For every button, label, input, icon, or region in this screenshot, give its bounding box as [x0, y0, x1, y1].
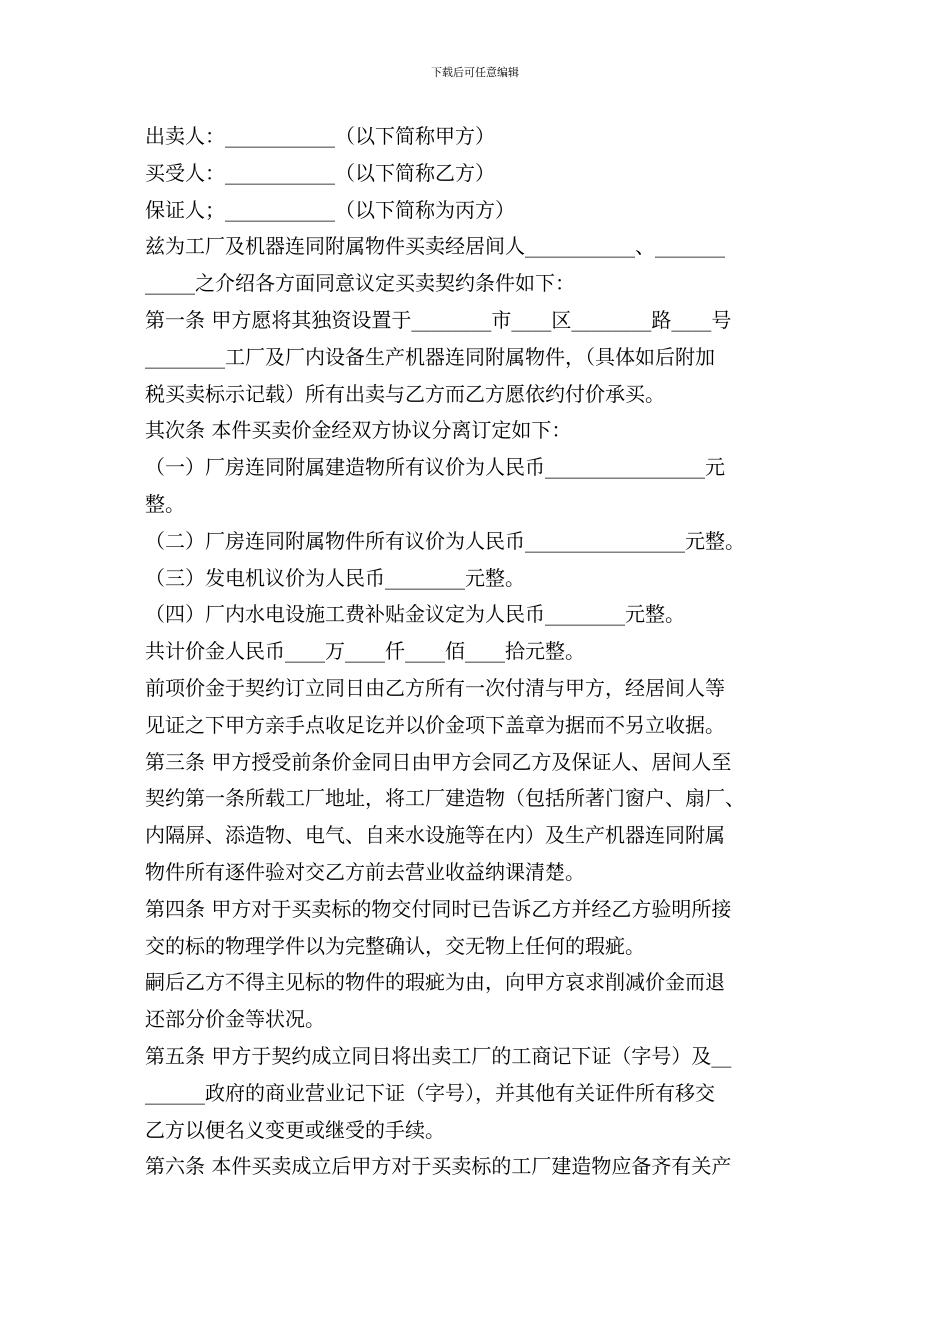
- text-line: 买受人：___________（以下简称乙方）: [145, 160, 495, 185]
- text-line: 嗣后乙方不得主见标的物件的瑕疵为由，向甲方哀求削减价金而退: [145, 970, 725, 995]
- text-line: ______政府的商业营业记下证（字号），并其他有关证件所有移交: [145, 1080, 715, 1105]
- text-line: （二）厂房连同附属物件所有议价为人民币________________元整。: [145, 528, 745, 553]
- text-line: 第一条 甲方愿将其独资设置于________市____区________路____号: [145, 307, 732, 332]
- header-note: 下载后可任意编辑: [431, 66, 519, 79]
- text-line: 第三条 甲方授受前条价金同日由甲方会同乙方及保证人、居间人至: [145, 749, 732, 774]
- text-line: 税买卖标示记载）所有出卖与乙方而乙方愿依约付价承买。: [145, 381, 665, 406]
- text-line: 前项价金于契约订立同日由乙方所有一次付清与甲方，经居间人等: [145, 675, 725, 700]
- text-line: 第四条 甲方对于买卖标的物交付同时已告诉乙方并经乙方验明所接: [145, 896, 732, 921]
- text-line: 契约第一条所载工厂地址，将工厂建造物（包括所著门窗户、扇厂、: [145, 786, 745, 811]
- text-line: 第五条 甲方于契约成立同日将出卖工厂的工商记下证（字号）及__: [145, 1043, 732, 1068]
- text-line: 内隔屏、添造物、电气、自来水设施等在内）及生产机器连同附属: [145, 823, 725, 848]
- text-line: _____之介绍各方面同意议定买卖契约条件如下：: [145, 271, 575, 296]
- text-line: 见证之下甲方亲手点收足讫并以价金项下盖章为据而不另立收据。: [145, 712, 725, 737]
- text-line: （一）厂房连同附属建造物所有议价为人民币________________元: [145, 455, 725, 480]
- text-line: 乙方以便名义变更或继受的手续。: [145, 1117, 445, 1142]
- text-line: 保证人；___________（以下简称为丙方）: [145, 197, 515, 222]
- text-line: 整。: [145, 491, 185, 516]
- text-line: 共计价金人民币____万____仟____佰____拾元整。: [145, 639, 585, 664]
- text-line: ________工厂及厂内设备生产机器连同附属物件，（具体如后附加: [145, 344, 715, 369]
- text-line: 物件所有逐件验对交乙方前去营业收益纳课清楚。: [145, 859, 585, 884]
- text-line: （三）发电机议价为人民币________元整。: [145, 565, 525, 590]
- text-line: 第六条 本件买卖成立后甲方对于买卖标的工厂建造物应备齐有关产: [145, 1154, 732, 1179]
- text-line: 还部分价金等状况。: [145, 1007, 325, 1032]
- text-line: 其次条 本件买卖价金经双方协议分离订定如下：: [145, 418, 572, 443]
- text-line: （四）厂内水电设施工费补贴金议定为人民币________元整。: [145, 602, 685, 627]
- text-line: 兹为工厂及机器连同附属物件买卖经居间人___________、_______: [145, 234, 725, 259]
- text-line: 出卖人：___________（以下简称甲方）: [145, 124, 495, 148]
- text-line: 交的标的物理学件以为完整确认，交无物上任何的瑕疵。: [145, 933, 645, 958]
- contract-body: [145, 118, 810, 1185]
